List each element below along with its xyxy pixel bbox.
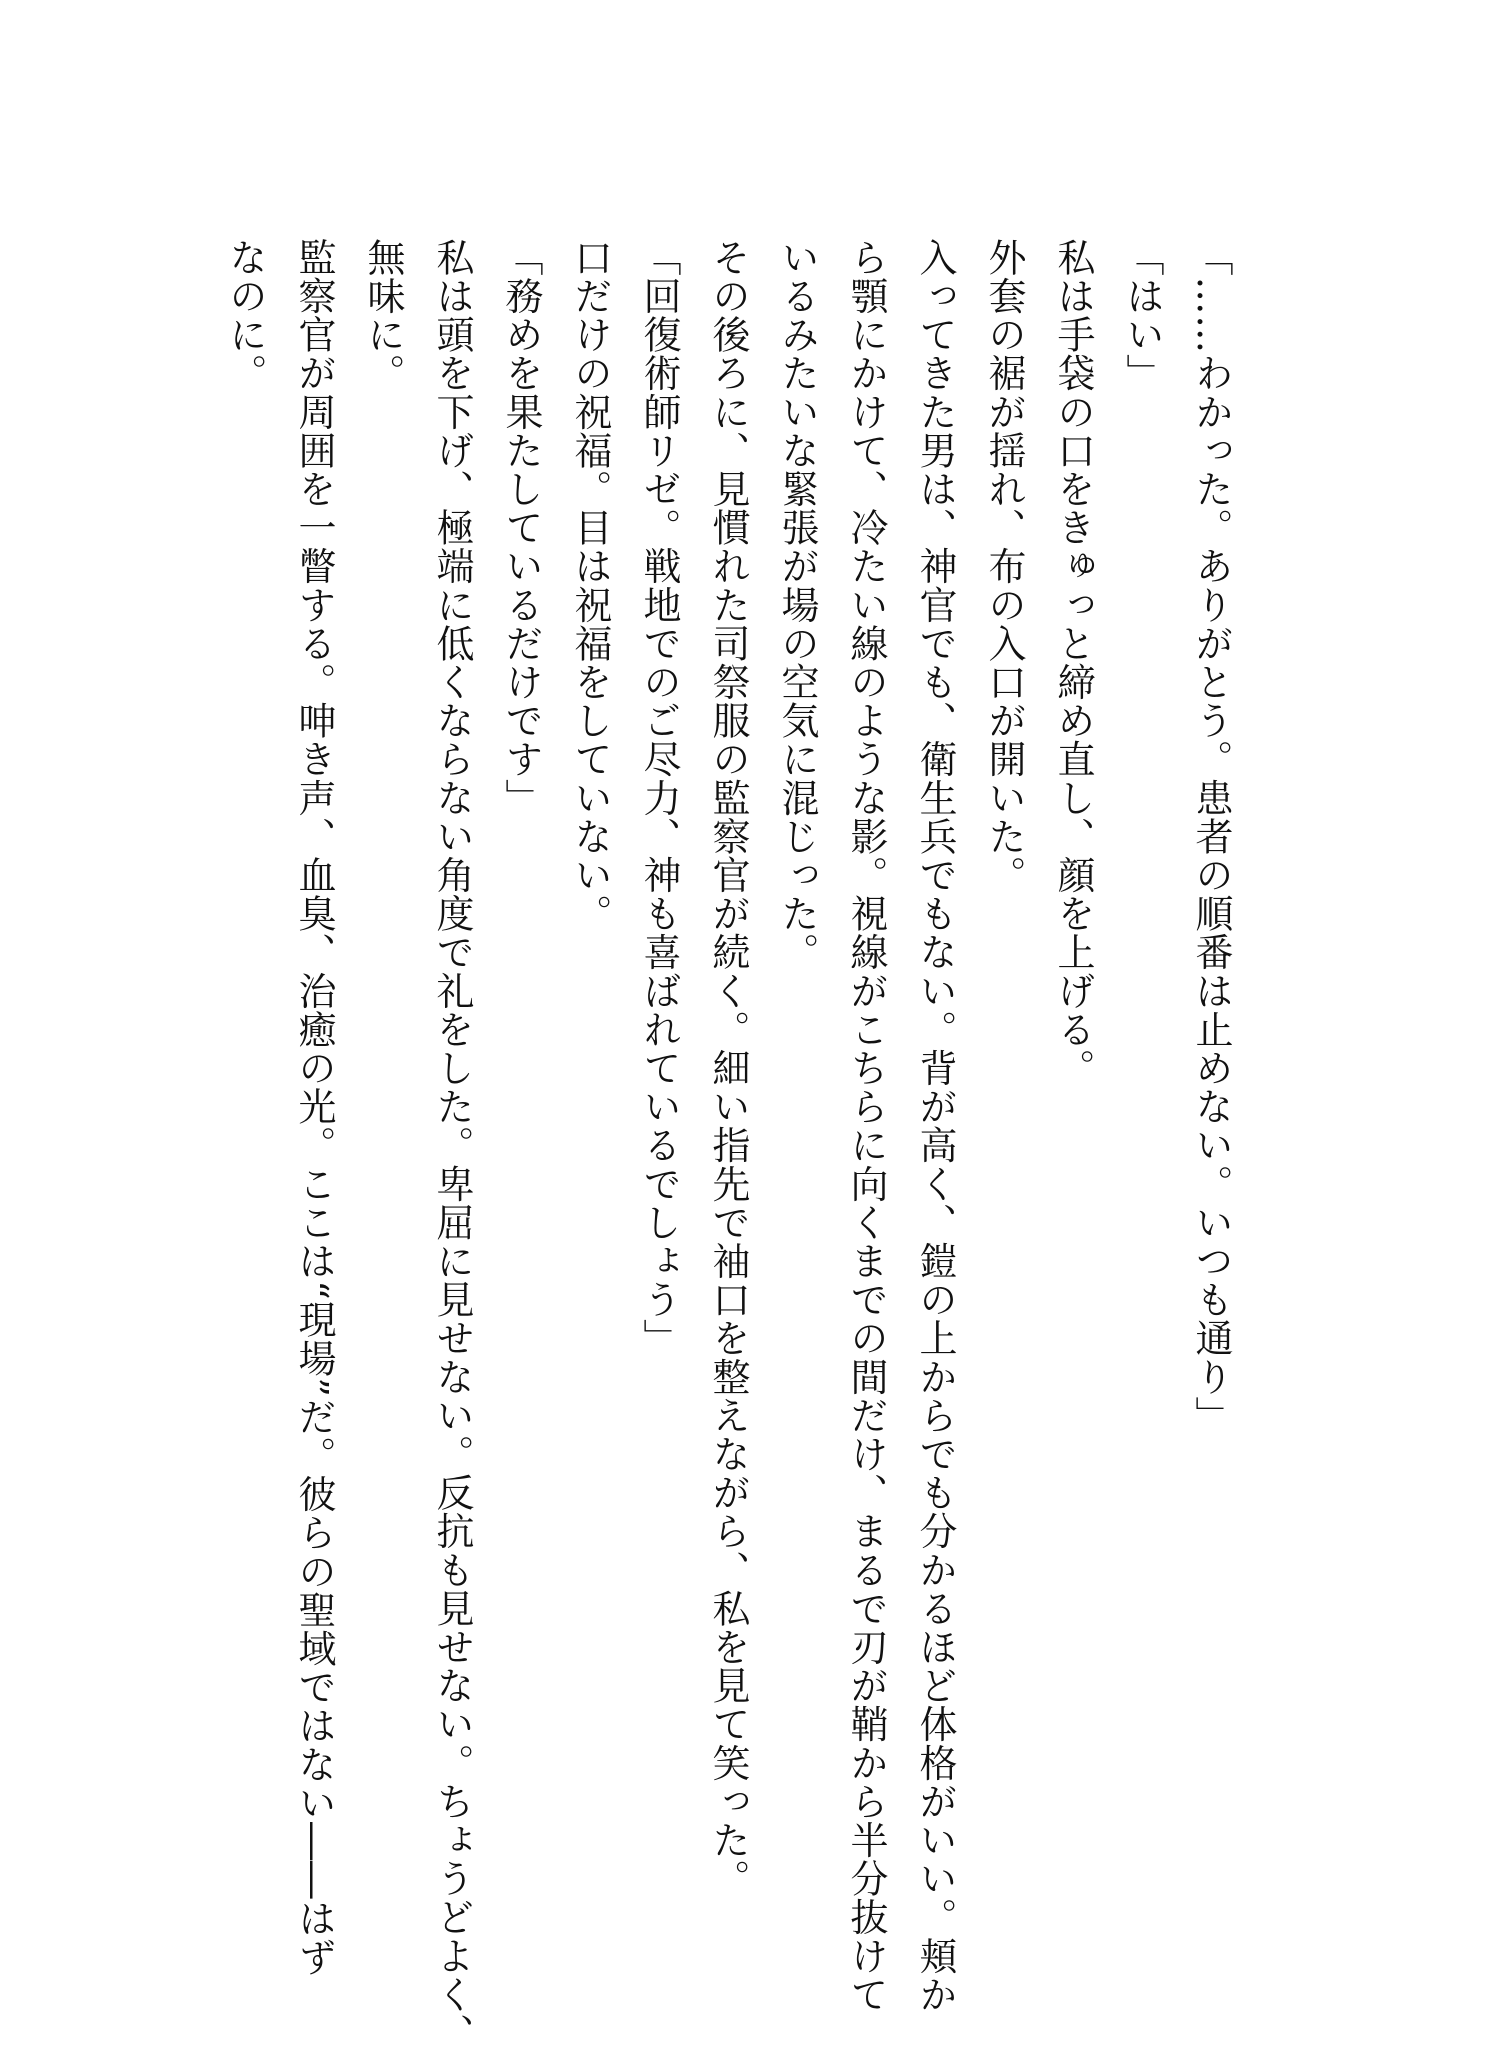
- text-line-5: 入ってきた男は、神官でも、衛生兵でもない。背が高く、鎧の上からでも分かるほど体格がいい。頬か: [913, 238, 957, 2014]
- text-line-9: 「回復術師リゼ。戦地でのご尽力、神も喜ばれているでしょう」: [637, 238, 681, 1358]
- text-line-12: 私は頭を下げ、極端に低くならない角度で礼をした。卑屈に見せない。反抗も見せない。ちょうどよく、: [430, 238, 474, 2052]
- text-line-1: 「……わかった。ありがとう。患者の順番は止めない。いつも通り」: [1189, 238, 1233, 1435]
- text-line-15: なのに。: [223, 238, 267, 393]
- text-line-10: 口だけの祝福。目は祝福をしていない。: [568, 238, 612, 933]
- text-line-2: 「はい」: [1120, 238, 1164, 393]
- text-line-11: 「務めを果たしているだけです」: [499, 238, 543, 817]
- body-text: [210, 238, 1245, 2052]
- text-line-7: いるみたいな緊張が場の空気に混じった。: [775, 238, 819, 972]
- text-line-14: 監察官が周囲を一瞥する。呻き声、血臭、治癒の光。ここは“現場”だ。彼らの聖域ではない――はず: [292, 238, 336, 1977]
- text-line-13: 無味に。: [361, 238, 405, 393]
- text-line-3: 私は手袋の口をきゅっと締め直し、顔を上げる。: [1051, 238, 1095, 1088]
- text-line-8: その後ろに、見慣れた司祭服の監察官が続く。細い指先で袖口を整えながら、私を見て笑った。: [706, 238, 750, 1898]
- text-line-6: ら顎にかけて、冷たい線のような影。視線がこちらに向くまでの間だけ、まるで刃が鞘から半分抜けて: [844, 238, 888, 2014]
- text-line-4: 外套の裾が揺れ、布の入口が開いた。: [982, 238, 1026, 895]
